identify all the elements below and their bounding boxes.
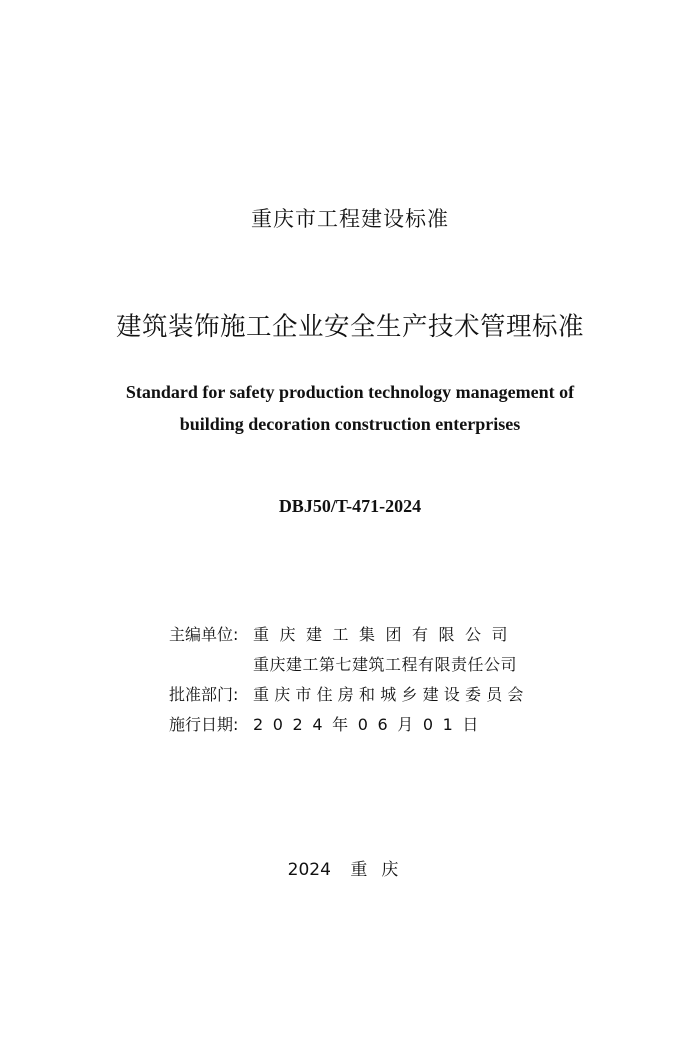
editor-row-2: [169, 648, 559, 678]
effective-date-row: [169, 708, 559, 738]
editor-primary: 重庆建工集团有限公司: [253, 624, 519, 644]
approver-row: [169, 678, 559, 708]
footer-city: 重庆: [350, 860, 413, 880]
title-chinese: 建筑装饰施工企业安全生产技术管理标准: [115, 312, 584, 342]
publication-footer: [0, 855, 700, 880]
effective-date-label: 施行日期:: [169, 714, 239, 734]
effective-date-value: 2024年06月01日: [253, 714, 489, 734]
title-english: [0, 376, 700, 440]
editor-row: [169, 618, 559, 648]
editor-secondary: 重庆建工第七建筑工程有限责任公司: [253, 654, 518, 674]
approver-label: 批准部门:: [169, 684, 239, 704]
publication-info: [169, 618, 559, 738]
series-title: 重庆市工程建设标准: [251, 207, 449, 231]
approver-value: 重庆市住房和城乡建设委员会: [253, 684, 529, 704]
standard-code: DBJ50/T-471-2024: [278, 496, 422, 516]
editor-label: 主编单位:: [169, 624, 239, 644]
title-english-line-2: building decoration construction enterprises: [179, 414, 521, 434]
title-english-line-1: Standard for safety production technology management of: [125, 382, 575, 402]
footer-year: 2024: [287, 860, 331, 880]
